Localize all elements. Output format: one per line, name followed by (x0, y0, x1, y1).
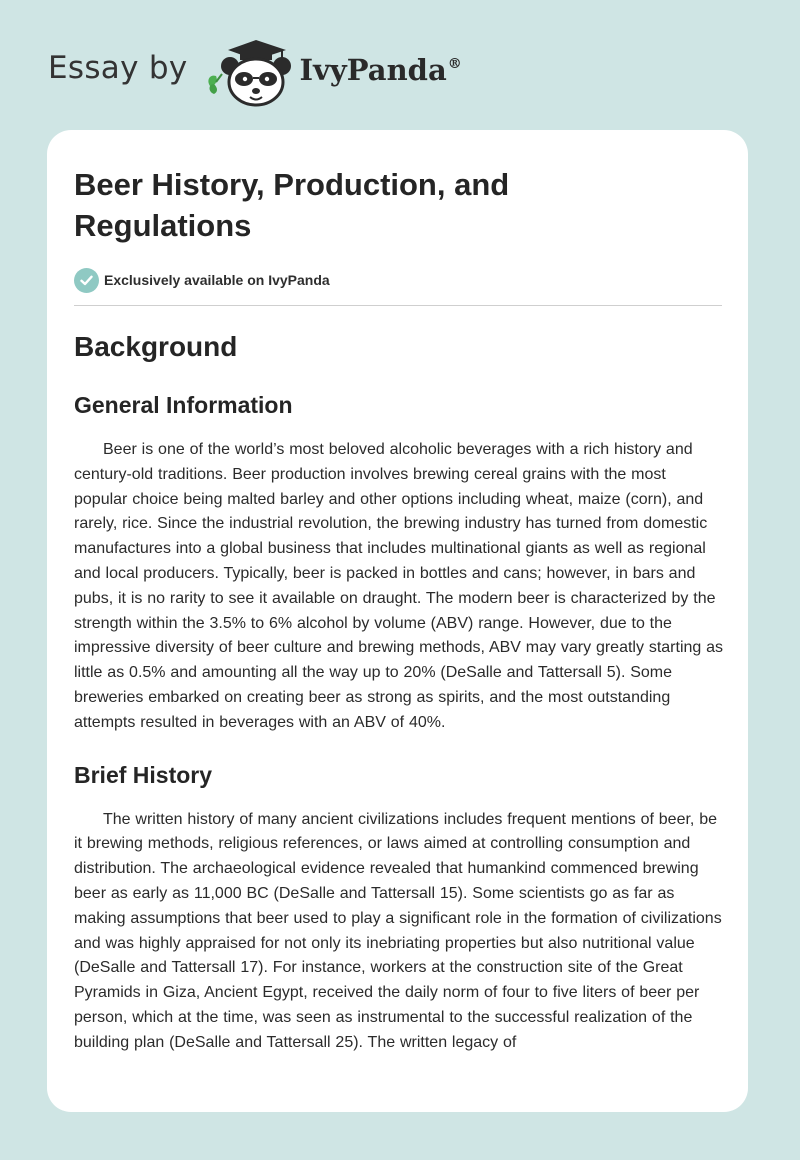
title-divider (74, 305, 722, 306)
panda-graduate-logo-icon[interactable] (204, 36, 296, 108)
site-header (48, 36, 462, 108)
essay-by-label: Essay by (48, 50, 188, 86)
brand-text: IvyPanda (299, 53, 447, 87)
subheading-brief-history: Brief History (74, 761, 213, 788)
registered-mark: ® (447, 56, 462, 72)
paragraph-general-information: Beer is one of the world’s most beloved alcoholic beverages with a rich history and century-old traditions. Beer production involves brewing cereal grains with the most popular choice being malted barley and other options including wheat, maize (corn), and rarely, rice. Since the industrial revolution, the brewing industry has turned from domestic manufactures into a global business that includes multinational giants as well as regional and local producers. Typically, beer is packed in bottles and cans; however, in bars and pubs, it is no rarity to see it available on draught. The modern beer is characterized by the strength within the 3.5% to 6% alcohol by volume (ABV) range. However, due to the impressive diversity of beer culture and brewing methods, ABV may vary greatly starting as little as 0.5% and amounting all the way up to 20% (DeSalle and Tattersall 5). Some breweries embarked on creating beer as strong as spirits, and the most outstanding attempts resulted in beverages with an ABV of 40%. (74, 441, 724, 731)
exclusive-badge-text: Exclusively available on IvyPanda (104, 272, 330, 288)
essay-title: Beer History, Production, and Regulations (74, 167, 510, 243)
paragraph-brief-history: The written history of many ancient civilizations includes frequent mentions of beer, be it brewing methods, religious references, or laws aimed at controlling consumption and distribution. The archaeological evidence revealed that humankind commenced brewing beer as early as 11,000 BC (DeSalle and Tattersall 15). Some scientists go as far as making assumptions that beer used to play a significant role in the formation of civilizations and was highly appraised for not only its inebriating properties but also nutritional value (DeSalle and Tattersall 17). For instance, workers at the construction site of the Great Pyramids in Giza, Ancient Egypt, received the daily norm of four to five liters of beer per person, which at the time, was seen as instrumental to the successful realization of the building plan (DeSalle and Tattersall 25). The written legacy of (74, 810, 722, 1051)
exclusive-badge (74, 267, 722, 293)
section-heading-background: Background (74, 331, 238, 362)
check-icon (74, 268, 99, 293)
essay-card (47, 130, 748, 1112)
subheading-general-information: General Information (74, 392, 293, 418)
brand-name[interactable] (300, 53, 462, 87)
